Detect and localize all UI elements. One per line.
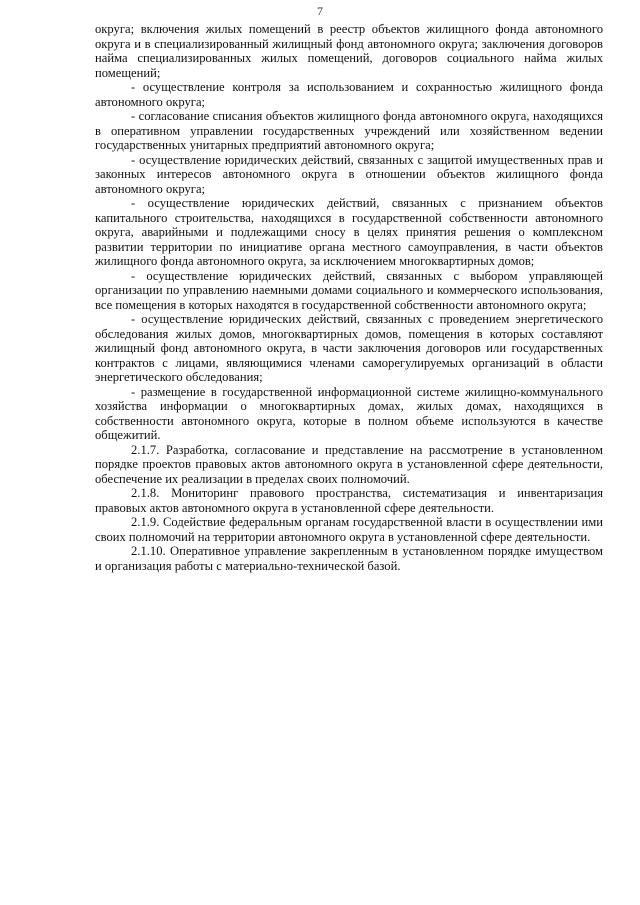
body-text	[95, 22, 603, 573]
paragraph-7: - осуществление юридических действий, связанных с проведением энергетического обследования жилых домов, многоквартирных домов, помещения в которых составляют жилищный фонд автономного округа, в части заключения договоров или государственных контрактов с лицами, являющимися членами саморегулируемых организаций в области энергетического обследования;	[95, 312, 603, 384]
paragraph-10: 2.1.8. Мониторинг правового пространства, систематизация и инвентаризация правовых актов автономного округа в установленной сфере деятельности.	[95, 486, 603, 515]
paragraph-1: округа; включения жилых помещений в реестр объектов жилищного фонда автономного округа и в специализированный жилищный фонд автономного округа; заключения договоров найма специализированных жилых помещений, договоров социального найма жилых помещений;	[95, 22, 603, 80]
paragraph-11: 2.1.9. Содействие федеральным органам государственной власти в осуществлении ими своих полномочий на территории автономного округа в установленной сфере деятельности.	[95, 515, 603, 544]
paragraph-12: 2.1.10. Оперативное управление закрепленным в установленном порядке имуществом и организация работы с материально-технической базой.	[95, 544, 603, 573]
paragraph-8: - размещение в государственной информационной системе жилищно-коммунального хозяйства информации о многоквартирных домах, жилых домах, находящихся в собственности автономного округа, которые в полном объеме используются в качестве общежитий.	[95, 384, 603, 442]
page-number: 7	[317, 4, 323, 18]
paragraph-4: - осуществление юридических действий, связанных с защитой имущественных прав и законных интересов автономного округа в отношении объектов жилищного фонда автономного округа;	[95, 152, 603, 196]
paragraph-9: 2.1.7. Разработка, согласование и представление на рассмотрение в установленном порядке проектов правовых актов автономного округа в установленной сфере деятельности, обеспечение их реализации в пределах своих полномочий.	[95, 442, 603, 486]
paragraph-5: - осуществление юридических действий, связанных с признанием объектов капитального строительства, находящихся в государственной собственности автономного округа, аварийными и подлежащими сносу в целях принятия решения о комплексном развитии территории по инициативе органа местного самоуправления, в части объектов жилищного фонда автономного округа, за исключением многоквартирных домов;	[95, 196, 603, 268]
paragraph-2: - осуществление контроля за использованием и сохранностью жилищного фонда автономного округа;	[95, 80, 603, 109]
paragraph-6: - осуществление юридических действий, связанных с выбором управляющей организации по управлению наемными домами социального и коммерческого использования, все помещения в которых находятся в государственной собственности автономного округа;	[95, 268, 603, 312]
paragraph-3: - согласование списания объектов жилищного фонда автономного округа, находящихся в оперативном управлении государственных учреждений или хозяйственном ведении государственных унитарных предприятий автономного округа;	[95, 109, 603, 152]
